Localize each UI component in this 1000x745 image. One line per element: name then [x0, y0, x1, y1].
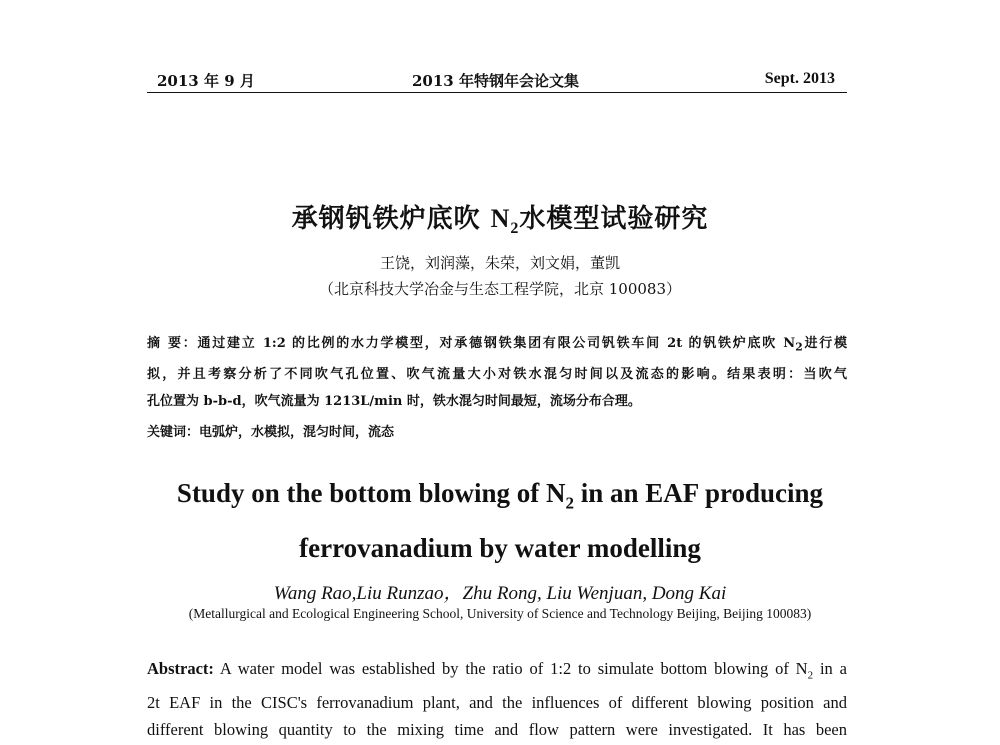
chinese-affiliation: （北京科技大学冶金与生态工程学院，北京 100083）	[318, 280, 682, 298]
english-abstract-label: Abstract:	[147, 659, 214, 678]
chinese-abstract-line-1: 摘 要：通过建立 1:2 的比例的水力学模型，对承德钢铁集团有限公司钒铁车间 2t 的钒铁炉底吹 $N_2$进行模	[147, 336, 847, 354]
english-abstract-line-3: different blowing quantity to the mixing time and flow pattern were investigated. It has been	[147, 720, 847, 740]
header-date-cn: 2013 年 9 月	[157, 72, 255, 90]
chinese-abstract-line-3: 孔位置为 b-b-d，吹气流量为 1213L/min 时，铁水混匀时间最短，流场分布合理。	[147, 393, 641, 409]
chinese-abstract-label: 摘 要：	[147, 336, 198, 351]
chinese-title-n: N	[490, 204, 511, 233]
chinese-title	[0, 198, 1000, 238]
header-proceedings-title: 2013 年特钢年会论文集	[412, 72, 579, 90]
chinese-authors: 王饶，刘润藻，朱荣，刘文娟，董凯	[379, 254, 620, 272]
chinese-keywords	[147, 421, 847, 440]
chinese-title-sub: 2	[510, 220, 520, 238]
english-authors: Wang Rao,Liu Runzao，Zhu Rong, Liu Wenjuan, Dong Kai	[273, 583, 727, 604]
chinese-title-pre: 承钢钒铁炉底吹	[291, 204, 491, 234]
english-abstract-line-1: Abstract: A water model was established by the ratio of 1:2 to simulate bottom blowing of $N_2$ in a	[147, 659, 847, 682]
chinese-abstract	[147, 330, 847, 415]
chinese-keywords-label: 关键词：	[147, 425, 200, 440]
english-title-line-2: ferrovanadium by water modelling	[299, 533, 701, 563]
english-title-line-1: Study on the bottom blowing of $N_2$ in an EAF producing	[176, 478, 824, 513]
running-header	[147, 64, 847, 93]
chinese-abstract-line-2: 拟，并且考察分析了不同吹气孔位置、吹气流量大小对铁水混匀时间以及流态的影响。结果表明：当吹气	[147, 366, 847, 382]
english-abstract-line-2: 2t EAF in the CISC's ferrovanadium plant, and the influences of different blowing position and	[147, 693, 847, 713]
english-affiliation: (Metallurgical and Ecological Engineering School, University of Science and Technology Beijing, Beijing 100083)	[188, 606, 812, 621]
header-date-en: Sept. 2013	[764, 70, 835, 87]
english-abstract	[147, 655, 847, 743]
chinese-keywords-list: 电弧炉，水模拟，混匀时间，流态	[199, 425, 395, 440]
chinese-title-post: 水模型试验研究	[519, 204, 709, 234]
